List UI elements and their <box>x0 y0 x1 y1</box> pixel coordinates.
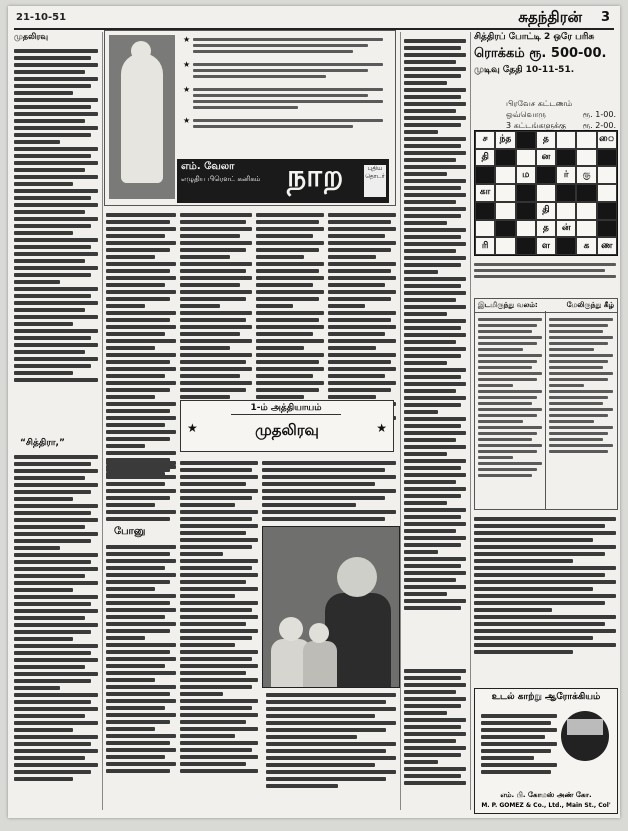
crossword-cell[interactable]: ன் <box>556 220 576 238</box>
banner-bullets: ★ ★ ★ ★ <box>183 35 383 135</box>
article-text-block <box>180 458 258 776</box>
crossword-black-cell <box>516 184 536 202</box>
crossword-cell[interactable] <box>597 184 617 202</box>
illustration <box>109 35 175 199</box>
article-text-block <box>14 46 98 385</box>
article-text-block <box>106 210 176 479</box>
article-subhead: “சித்திரா,” <box>20 438 65 448</box>
new-serial-stamp: புதிய தொடர் <box>364 165 386 197</box>
crossword-black-cell <box>475 202 495 220</box>
crossword-black-cell <box>475 166 495 184</box>
photo-caption <box>266 690 396 791</box>
star-icon: ★ <box>376 421 387 435</box>
article-subhead: போனு <box>114 526 146 537</box>
ad-company: M. P. GOMEZ & Co., Ltd., Main St., Col' <box>481 802 611 809</box>
crossword-cell[interactable] <box>495 166 515 184</box>
fee-label: 3 கட்டங்களுக்கு <box>506 121 567 130</box>
crossword-black-cell <box>556 237 576 255</box>
star-icon: ★ <box>187 421 198 435</box>
crossword-cell[interactable] <box>597 166 617 184</box>
crossword-black-cell <box>597 149 617 167</box>
across-clues <box>478 315 542 480</box>
article-text-block <box>256 210 324 423</box>
article-text-block <box>14 452 98 784</box>
puzzle-prize: ரொக்கம் ரூ. 500-00. <box>474 46 607 61</box>
fee-title: பிரவேச கட்டணம் <box>506 99 573 108</box>
entry-fee-box <box>506 98 616 131</box>
article-text-block <box>106 542 176 776</box>
crossword-cell[interactable] <box>536 184 556 202</box>
ad-title: உடல் காற்று ஆரோக்கியம் <box>491 692 601 702</box>
column-divider <box>102 32 103 810</box>
across-header: இடமிருந்து வலம்: <box>478 301 538 309</box>
crossword-black-cell <box>516 131 536 149</box>
advertisement <box>474 688 618 814</box>
crossword-cell[interactable]: ர் <box>556 166 576 184</box>
ad-agent: எம். பி. கோமஸ் அண் கோ. <box>500 791 592 799</box>
crossword-black-cell <box>576 184 596 202</box>
clues-box <box>474 298 618 510</box>
crossword-cell[interactable]: த <box>536 131 556 149</box>
newspaper-page <box>8 6 620 818</box>
page-header <box>14 10 614 30</box>
family-photograph <box>262 526 400 688</box>
crossword-cell[interactable]: கு <box>576 166 596 184</box>
article-text-block <box>404 666 466 788</box>
crossword-cell[interactable]: ம <box>516 166 536 184</box>
crossword-cell[interactable]: தி <box>536 202 556 220</box>
crossword-cell[interactable] <box>556 202 576 220</box>
crossword-cell[interactable]: ன <box>536 149 556 167</box>
entry-form-lines <box>474 260 616 281</box>
logo-byline: எழுதிய பிரௌட் கனிகம் <box>181 175 261 183</box>
crossword-black-cell <box>516 202 536 220</box>
crossword-cell[interactable]: ள <box>536 237 556 255</box>
crossword-cell[interactable]: ச <box>475 131 495 149</box>
crossword-cell[interactable] <box>475 220 495 238</box>
column-label: முதலிரவு <box>14 32 49 41</box>
crossword-cell[interactable] <box>556 131 576 149</box>
crossword-cell[interactable] <box>576 131 596 149</box>
down-clues <box>549 315 613 456</box>
crossword-black-cell <box>495 220 515 238</box>
article-text-block <box>262 458 396 524</box>
puzzle-header <box>474 32 616 76</box>
logo-author: எம். வேலா <box>181 161 235 172</box>
crossword-black-cell <box>516 237 536 255</box>
chapter-heading <box>180 400 394 452</box>
crossword-black-cell <box>597 220 617 238</box>
page-number: 3 <box>600 10 610 25</box>
article-text-block <box>180 210 252 423</box>
fee-value: ரூ. 2-00. <box>582 121 616 130</box>
crossword-black-cell <box>556 184 576 202</box>
crossword-cell[interactable] <box>516 149 536 167</box>
fee-value: ரூ. 1-00. <box>582 110 616 119</box>
crossword-cell[interactable]: க <box>576 237 596 255</box>
rules-text-block <box>474 514 616 657</box>
article-text-block <box>106 458 176 524</box>
serial-banner <box>104 30 396 206</box>
crossword-cell[interactable]: ண <box>597 237 617 255</box>
crossword-cell[interactable]: கா <box>475 184 495 202</box>
crossword-cell[interactable]: த <box>536 220 556 238</box>
serial-logo <box>177 159 389 203</box>
crossword-cell[interactable]: தி <box>475 149 495 167</box>
logo-title: நாற <box>287 159 345 194</box>
article-text-block <box>404 36 466 613</box>
crossword-cell[interactable] <box>576 149 596 167</box>
crossword-black-cell <box>597 202 617 220</box>
fee-label: ஒவ்வொரு <box>506 110 546 119</box>
puzzle-deadline: முடிவு தேதி 10-11-51. <box>474 65 575 75</box>
down-header: மேலிருந்து கீழ் <box>566 301 614 309</box>
crossword-cell[interactable]: ந்த <box>495 131 515 149</box>
crossword-cell[interactable] <box>516 220 536 238</box>
column-divider <box>470 32 471 810</box>
crossword-cell[interactable] <box>576 202 596 220</box>
crossword-grid <box>474 130 618 256</box>
puzzle-title: சித்திரப் போட்டி 2 ஒரே பரிசு <box>474 32 595 42</box>
ad-text <box>481 711 557 777</box>
column-divider <box>400 32 401 810</box>
crossword-cell[interactable] <box>495 202 515 220</box>
crossword-black-cell <box>556 149 576 167</box>
crossword-black-cell <box>536 166 556 184</box>
crossword-cell[interactable]: ை <box>597 131 617 149</box>
issue-date: 21-10-51 <box>16 12 67 23</box>
crossword-cell[interactable] <box>576 220 596 238</box>
masthead: சுதந்திரன் <box>518 8 582 26</box>
chapter-title: முதலிரவு <box>255 421 319 439</box>
crossword-cell[interactable]: ரி <box>475 237 495 255</box>
crossword-cell[interactable] <box>495 237 515 255</box>
crossword-black-cell <box>495 149 515 167</box>
crossword-cell[interactable] <box>495 184 515 202</box>
chapter-number: 1-ம் அத்தியாயம் <box>231 403 341 415</box>
article-text-block <box>328 210 396 423</box>
